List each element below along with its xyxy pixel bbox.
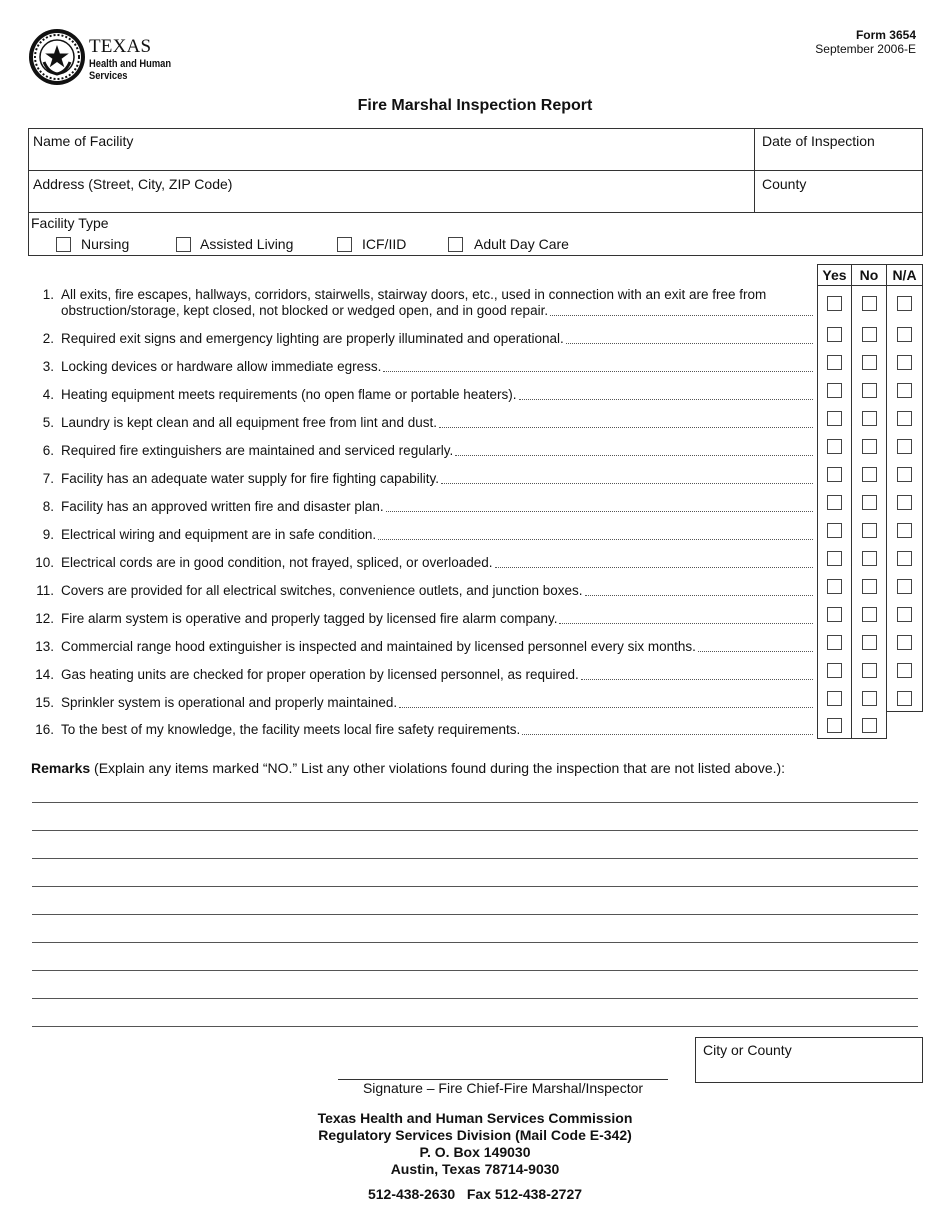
inspection-date-field[interactable]	[754, 128, 923, 171]
facility-type-assisted-living-label: Assisted Living	[200, 236, 294, 252]
footer-phone: 512-438-2630 Fax 512-438-2727	[367, 1186, 583, 1202]
city-or-county-label: City or County	[703, 1042, 792, 1058]
item-8-na-checkbox[interactable]	[897, 495, 912, 510]
item-4-na-checkbox[interactable]	[897, 383, 912, 398]
item-14-na-checkbox[interactable]	[897, 663, 912, 678]
item-15-na-checkbox[interactable]	[897, 691, 912, 706]
inspection-date-label: Date of Inspection	[762, 133, 875, 149]
item-2-no-checkbox[interactable]	[862, 327, 877, 342]
item-7-na-checkbox[interactable]	[897, 467, 912, 482]
item-15-no-checkbox[interactable]	[862, 691, 877, 706]
item-14-yes-checkbox[interactable]	[827, 663, 842, 678]
item-2-na-checkbox[interactable]	[897, 327, 912, 342]
form-number-block	[815, 28, 916, 56]
item-11-no-checkbox[interactable]	[862, 579, 877, 594]
item-16-yes-checkbox[interactable]	[827, 718, 842, 733]
item-13-yes-checkbox[interactable]	[827, 635, 842, 650]
item-16-no-checkbox[interactable]	[862, 718, 877, 733]
facility-type-group	[28, 212, 923, 256]
item-7-yes-checkbox[interactable]	[827, 467, 842, 482]
remarks-label: Remarks	[31, 760, 91, 776]
remarks-heading	[31, 760, 785, 776]
address-field[interactable]	[28, 170, 755, 213]
facility-type-icf-label: ICF/IID	[362, 236, 407, 252]
item-11-na-checkbox[interactable]	[897, 579, 912, 594]
item-5-yes-checkbox[interactable]	[827, 411, 842, 426]
item-3-yes-checkbox[interactable]	[827, 355, 842, 370]
item-13-na-checkbox[interactable]	[897, 635, 912, 650]
item-1-na-checkbox[interactable]	[897, 296, 912, 311]
item-6-na-checkbox[interactable]	[897, 439, 912, 454]
item-13-no-checkbox[interactable]	[862, 635, 877, 650]
item-1-no-checkbox[interactable]	[862, 296, 877, 311]
item-5-no-checkbox[interactable]	[862, 411, 877, 426]
remarks-line[interactable]	[32, 942, 918, 943]
item-11-yes-checkbox[interactable]	[827, 579, 842, 594]
city-or-county-field[interactable]	[695, 1037, 923, 1083]
item-4-no-checkbox[interactable]	[862, 383, 877, 398]
page-title: Fire Marshal Inspection Report	[357, 97, 593, 114]
item-3-no-checkbox[interactable]	[862, 355, 877, 370]
item-3-na-checkbox[interactable]	[897, 355, 912, 370]
remarks-line[interactable]	[32, 830, 918, 831]
remarks-line[interactable]	[32, 970, 918, 971]
item-8-no-checkbox[interactable]	[862, 495, 877, 510]
signature-label: Signature – Fire Chief-Fire Marshal/Inspector	[362, 1080, 644, 1096]
facility-name-field[interactable]	[28, 128, 755, 171]
remarks-line[interactable]	[32, 998, 918, 999]
remarks-line[interactable]	[32, 914, 918, 915]
form-date: September 2006-E	[815, 42, 916, 56]
item-10-na-checkbox[interactable]	[897, 551, 912, 566]
form-number: Form 3654	[855, 28, 916, 42]
item-8-yes-checkbox[interactable]	[827, 495, 842, 510]
item-2-yes-checkbox[interactable]	[827, 327, 842, 342]
item-4-yes-checkbox[interactable]	[827, 383, 842, 398]
item-10-no-checkbox[interactable]	[862, 551, 877, 566]
remarks-line[interactable]	[32, 886, 918, 887]
facility-name-label: Name of Facility	[33, 133, 134, 149]
item-9-yes-checkbox[interactable]	[827, 523, 842, 538]
remarks-line[interactable]	[32, 802, 918, 803]
remarks-line[interactable]	[32, 858, 918, 859]
logo-subtitle: Health and Human Services	[89, 58, 172, 82]
item-15-yes-checkbox[interactable]	[827, 691, 842, 706]
item-1-yes-checkbox[interactable]	[827, 296, 842, 311]
facility-type-icf-checkbox[interactable]	[337, 237, 352, 252]
item-12-no-checkbox[interactable]	[862, 607, 877, 622]
checklist-item: 1. All exits, fire escapes, hallways, corridors, stairwells, stairway doors, etc., used in connection with an exit are free from obstruction/storage, kept closed, not blocked or wedged open, and in good repair.	[28, 287, 813, 321]
remarks-line[interactable]	[32, 1026, 918, 1027]
footer-address: Texas Health and Human Services Commission Regulatory Services Division (Mail Code E-342) P. O. Box 149030 Austin, Texas 78714-9030	[317, 1110, 633, 1177]
item-6-no-checkbox[interactable]	[862, 439, 877, 454]
facility-type-label: Facility Type	[31, 215, 109, 231]
facility-type-nursing-checkbox[interactable]	[56, 237, 71, 252]
facility-type-nursing-label: Nursing	[81, 236, 130, 252]
item-14-no-checkbox[interactable]	[862, 663, 877, 678]
column-header-na: N/A	[886, 264, 923, 286]
column-header-yes: Yes	[817, 264, 852, 286]
item-9-no-checkbox[interactable]	[862, 523, 877, 538]
item-7-no-checkbox[interactable]	[862, 467, 877, 482]
texas-seal-icon	[28, 28, 86, 86]
item-5-na-checkbox[interactable]	[897, 411, 912, 426]
remarks-instructions: (Explain any items marked “NO.” List any other violations found during the inspection that are not listed above.):	[94, 760, 786, 776]
facility-type-assisted-living-checkbox[interactable]	[176, 237, 191, 252]
agency-logo	[28, 28, 188, 90]
item-10-yes-checkbox[interactable]	[827, 551, 842, 566]
facility-type-adult-day-care-checkbox[interactable]	[448, 237, 463, 252]
logo-wordmark: TEXAS	[89, 36, 152, 57]
county-field[interactable]	[754, 170, 923, 213]
facility-type-adult-day-care-label: Adult Day Care	[474, 236, 569, 252]
item-9-na-checkbox[interactable]	[897, 523, 912, 538]
item-12-na-checkbox[interactable]	[897, 607, 912, 622]
item-6-yes-checkbox[interactable]	[827, 439, 842, 454]
address-label: Address (Street, City, ZIP Code)	[33, 176, 233, 192]
county-label: County	[762, 176, 807, 192]
item-12-yes-checkbox[interactable]	[827, 607, 842, 622]
column-header-no: No	[851, 264, 887, 286]
